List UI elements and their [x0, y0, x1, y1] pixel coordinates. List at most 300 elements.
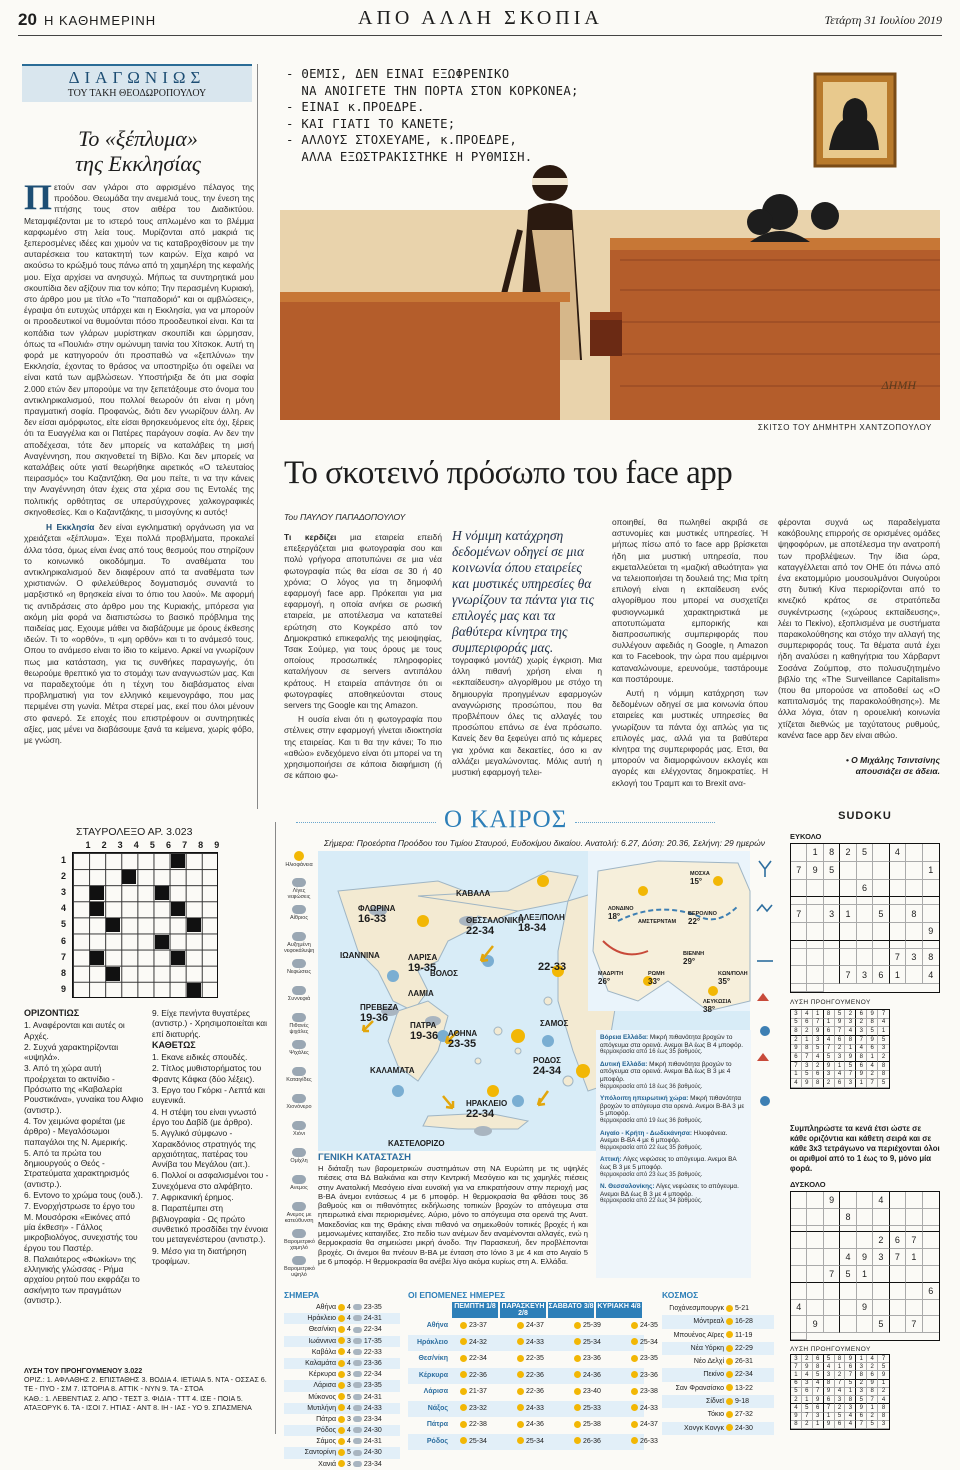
sudoku-cell[interactable]: [791, 941, 807, 949]
sudoku-cell[interactable]: [923, 1249, 939, 1266]
sudoku-cell[interactable]: [791, 844, 807, 862]
sudoku-cell[interactable]: [906, 1209, 922, 1226]
sudoku-cell: 2: [878, 1388, 889, 1396]
sudoku-rules: Συμπληρώστε τα κενά έτσι ώστε σε κάθε οριζόντια και κάθετη σειρά και σε κάθε 3x3 τετράγωνο να περιέχονται όλοι οι αριθμοί από το 1 έως το 9, μόνο μία φορά.: [790, 1124, 940, 1173]
sudoku-cell[interactable]: [857, 1232, 873, 1249]
sudoku-cell[interactable]: [923, 1266, 939, 1283]
sudoku-cell[interactable]: [857, 905, 873, 923]
sudoku-cell[interactable]: 1: [890, 966, 906, 984]
sudoku-cell[interactable]: [840, 1192, 856, 1209]
sudoku-cell[interactable]: [906, 1266, 922, 1283]
sudoku-cell[interactable]: 7: [906, 1232, 922, 1249]
sudoku-cell[interactable]: [890, 897, 906, 905]
sudoku-cell[interactable]: [890, 1226, 906, 1233]
sudoku-cell: 9: [845, 1053, 856, 1062]
sudoku-cell[interactable]: [923, 880, 939, 898]
sudoku-cell[interactable]: [923, 941, 939, 949]
sudoku-cell[interactable]: [840, 1283, 856, 1300]
clue-down: 8. Παραπέμπει στη βιβλιογραφία - Ως πρώτο συνθετικό προσδίδει την έννοια του μεταγενέστερου (αντιστρ.).: [152, 1203, 268, 1245]
today-temps: 23-35: [363, 1304, 382, 1311]
sudoku-cell[interactable]: [791, 984, 807, 992]
sudoku-cell[interactable]: 7: [791, 862, 807, 880]
weather-subtitle: Σήμερα: Προεόρτια Προόδου του Τιμίου Σταυρού, Ευδοκίμου δικαίου. Ανατολή: 6.27, Δύση: 20.36, Σελήνη: 29 ημερών: [324, 838, 765, 848]
sudoku-cell[interactable]: [840, 1300, 856, 1317]
sudoku-cell[interactable]: [840, 923, 856, 941]
europe-city-temp: 22°: [688, 917, 701, 926]
crossword-row-number: 8: [60, 967, 66, 978]
sudoku-cell[interactable]: 1: [840, 905, 856, 923]
crossword-black-square: [171, 902, 185, 916]
sudoku-cell[interactable]: [857, 897, 873, 905]
sudoku-cell: 1: [813, 1421, 824, 1429]
sudoku-cell[interactable]: [873, 949, 889, 967]
forecast-cell: [458, 1417, 505, 1434]
legend-label: Ανεμος: [290, 1185, 308, 1191]
sudoku-cell[interactable]: [791, 1283, 807, 1300]
sudoku-cell[interactable]: 7: [906, 1316, 922, 1333]
forecast-heading: ΟΙ ΕΠΟΜΕΝΕΣ ΗΜΕΡΕΣ: [408, 1290, 506, 1300]
forecast-temps: 21-37: [469, 1388, 487, 1395]
sudoku-cell[interactable]: 7: [791, 905, 807, 923]
world-temps: 11-19: [735, 1331, 753, 1339]
sudoku-cell[interactable]: [873, 1283, 889, 1300]
sudoku-cell[interactable]: 6: [923, 1283, 939, 1300]
sudoku-cell[interactable]: 1: [906, 1249, 922, 1266]
legend-item: [284, 986, 314, 1002]
sudoku-cell[interactable]: 8: [840, 1209, 856, 1226]
weather-region: [600, 1130, 747, 1153]
sudoku-cell[interactable]: [923, 1192, 939, 1209]
sudoku-cell[interactable]: 1: [807, 844, 823, 862]
sudoku-cell[interactable]: [840, 1226, 856, 1233]
sudoku-cell[interactable]: [857, 941, 873, 949]
sudoku-cell: 9: [802, 1363, 813, 1371]
crossword-title: ΣΤΑΥΡΟΛΕΞΟ ΑΡ. 3.023: [76, 826, 193, 838]
sudoku-cell[interactable]: [890, 941, 906, 949]
sudoku-cell[interactable]: 1: [923, 862, 939, 880]
sudoku-cell[interactable]: [906, 862, 922, 880]
sudoku-cell[interactable]: [857, 1226, 873, 1233]
map-city: [410, 1021, 438, 1042]
europe-city: [608, 906, 634, 921]
sudoku-cell[interactable]: [906, 1283, 922, 1300]
sudoku-cell: 2: [867, 1071, 878, 1080]
sudoku-cell[interactable]: [890, 1266, 906, 1283]
sudoku-cell[interactable]: [906, 897, 922, 905]
sudoku-cell[interactable]: [840, 880, 856, 898]
sudoku-cell[interactable]: [824, 941, 840, 949]
clue-across: 3. Από τη χώρα αυτή προέρχεται το ακτινίδιο - Πρόσωπο της «Καβαλερία Ρουστικάνα», γυναίκα του Αλφιο (αντιστρ.).: [24, 1063, 144, 1115]
sudoku-cell[interactable]: 6: [857, 880, 873, 898]
sudoku-cell[interactable]: [807, 923, 823, 941]
sudoku-cell: 1: [856, 1079, 867, 1088]
sudoku-cell[interactable]: [824, 1316, 840, 1333]
sudoku-cell[interactable]: [824, 1300, 840, 1317]
map-city: [456, 889, 490, 898]
sudoku-cell[interactable]: 6: [873, 966, 889, 984]
sudoku-cell[interactable]: [873, 1266, 889, 1283]
today-wind: 3: [347, 1460, 351, 1468]
weather-region: [600, 1061, 747, 1091]
sudoku-cell[interactable]: [873, 941, 889, 949]
sudoku-cell[interactable]: 5: [824, 862, 840, 880]
sudoku-cell[interactable]: [824, 923, 840, 941]
sudoku-cell[interactable]: [890, 862, 906, 880]
sudoku-cell[interactable]: [840, 897, 856, 905]
sudoku-cell[interactable]: 9: [923, 923, 939, 941]
sudoku-cell[interactable]: [890, 880, 906, 898]
legend-label: Λίγες νεφώσεις: [287, 888, 311, 900]
sudoku-cell[interactable]: 1: [857, 1266, 873, 1283]
europe-city: [648, 971, 665, 986]
weather-title: Ο ΚΑΙΡΟΣ: [444, 806, 568, 833]
wind-arrow-icon: [353, 1327, 362, 1333]
legend-label: Ψιχάλες: [289, 1050, 309, 1056]
today-city: Σάμος: [316, 1438, 336, 1446]
sudoku-cell[interactable]: [824, 1232, 840, 1249]
sun-icon: [338, 1382, 345, 1389]
sudoku-cell[interactable]: [923, 1209, 939, 1226]
article-lead-in: Τι κερδίζει: [284, 532, 337, 542]
sudoku-cell[interactable]: [807, 984, 823, 992]
sudoku-cell[interactable]: [906, 966, 922, 984]
map-city-name: ΚΑΒΑΛΑ: [456, 889, 491, 898]
legend-icon: [292, 1256, 306, 1265]
sudoku-cell[interactable]: 6: [890, 1232, 906, 1249]
column-title: [18, 126, 258, 176]
sudoku-cell[interactable]: 5: [873, 905, 889, 923]
sudoku-cell[interactable]: 3: [857, 966, 873, 984]
column-title-line1: Το «ξέπλυμα»: [78, 126, 198, 151]
sudoku-cell: 1: [878, 1027, 889, 1036]
europe-city-temp: 15°: [690, 877, 703, 886]
forecast-cell: [458, 1384, 505, 1401]
sudoku-cell[interactable]: [807, 1192, 823, 1209]
weather-general-heading: ΓΕΝΙΚΗ ΚΑΤΑΣΤΑΣΗ: [318, 1152, 412, 1163]
sudoku-cell[interactable]: 9: [824, 1192, 840, 1209]
sudoku-cell: 9: [867, 1010, 878, 1019]
sun-icon: [726, 1358, 733, 1365]
sudoku-easy-grid[interactable]: [790, 843, 940, 993]
today-temps: 24-31: [363, 1438, 382, 1446]
sun-icon: [631, 1338, 638, 1345]
today-temps: 23-35: [363, 1382, 382, 1390]
sudoku-cell[interactable]: 7: [840, 966, 856, 984]
sudoku-cell[interactable]: [807, 1300, 823, 1317]
sudoku-cell[interactable]: 5: [873, 1316, 889, 1333]
sudoku-cell: 3: [824, 1071, 835, 1080]
sudoku-cell[interactable]: [824, 1209, 840, 1226]
europe-city-name: ΛΟΝΔΙΝΟ: [608, 906, 634, 912]
sudoku-cell[interactable]: 8: [906, 905, 922, 923]
sudoku-cell: 8: [845, 1036, 856, 1045]
sudoku-cell: 5: [791, 1388, 802, 1396]
today-row: [284, 1347, 400, 1358]
sudoku-cell[interactable]: [873, 923, 889, 941]
sudoku-cell[interactable]: [807, 1226, 823, 1233]
sudoku-cell[interactable]: [840, 862, 856, 880]
sudoku-cell[interactable]: 2: [840, 844, 856, 862]
map-city: [388, 1139, 445, 1148]
sudoku-cell[interactable]: [791, 1192, 807, 1209]
today-city: Αθήνα: [315, 1304, 336, 1311]
sun-icon: [517, 1338, 524, 1345]
sudoku-cell[interactable]: [857, 1283, 873, 1300]
sudoku-cell: 2: [878, 1053, 889, 1062]
sudoku-cell[interactable]: [807, 905, 823, 923]
sudoku-cell[interactable]: [923, 1232, 939, 1249]
sudoku-cell[interactable]: [906, 1226, 922, 1233]
forecast-row: [408, 1384, 658, 1401]
sudoku-cell[interactable]: 2: [873, 1232, 889, 1249]
legend-item: [284, 1067, 314, 1083]
crossword-grid[interactable]: [72, 852, 218, 998]
sudoku-cell[interactable]: [840, 941, 856, 949]
clue-down: 6. Πολλοί οι ασφαλισμένοι του - Συνεχόμενα στο αλφάβητο.: [152, 1170, 269, 1191]
sudoku-cell[interactable]: [890, 1316, 906, 1333]
sudoku-cell[interactable]: [824, 1283, 840, 1300]
today-wind: 4: [347, 1438, 351, 1446]
sudoku-cell[interactable]: [857, 1316, 873, 1333]
sudoku-cell[interactable]: 9: [807, 1316, 823, 1333]
crossword-black-square: [171, 854, 185, 868]
sudoku-cell[interactable]: [791, 880, 807, 898]
article-byline: Του ΠΑΥΛΟΥ ΠΑΠΑΔΟΠΟΥΛΟΥ: [284, 512, 406, 522]
today-row: [284, 1324, 400, 1335]
map-city: [358, 904, 395, 925]
forecast-temps: 23-38: [640, 1388, 658, 1395]
sudoku-cell[interactable]: [873, 1226, 889, 1233]
sun-icon: [338, 1315, 345, 1322]
wind-arrow-icon: [353, 1438, 362, 1444]
sun-icon: [631, 1404, 638, 1411]
sudoku-cell[interactable]: [857, 862, 873, 880]
sudoku-cell: 6: [802, 1388, 813, 1396]
sudoku-cell: 4: [845, 1413, 856, 1421]
sudoku-cell[interactable]: 8: [824, 844, 840, 862]
sudoku-cell[interactable]: [906, 1192, 922, 1209]
sudoku-cell[interactable]: 7: [890, 1249, 906, 1266]
sudoku-cell[interactable]: [840, 949, 856, 967]
forecast-city: Θεσ/νίκη: [418, 1355, 448, 1362]
sudoku-panel: [790, 806, 940, 1434]
europe-city: [690, 871, 710, 886]
crossword-row-number: 3: [60, 887, 66, 898]
sudoku-cell[interactable]: [890, 1283, 906, 1300]
sudoku-cell[interactable]: 7: [824, 1266, 840, 1283]
forecast-temps: 24-33: [526, 1338, 544, 1346]
sudoku-cell[interactable]: [807, 1283, 823, 1300]
sudoku-cell: 2: [791, 1396, 802, 1404]
forecast-temps: 23-37: [469, 1322, 487, 1329]
sudoku-cell[interactable]: [791, 897, 807, 905]
map-city-name: ΚΑΣΤΕΛΟΡΙΖΟ: [388, 1139, 445, 1148]
forecast-cell: [515, 1351, 562, 1368]
sudoku-cell[interactable]: [890, 1300, 906, 1317]
sudoku-cell[interactable]: [807, 941, 823, 949]
sudoku-cell: 8: [802, 1045, 813, 1054]
legend-item: [284, 878, 314, 900]
europe-city-temp: 18°: [608, 912, 621, 921]
sudoku-cell[interactable]: [824, 966, 840, 984]
today-temps: 24-31: [363, 1315, 382, 1323]
sudoku-cell[interactable]: [807, 897, 823, 905]
sudoku-cell[interactable]: [906, 941, 922, 949]
sudoku-cell[interactable]: [857, 923, 873, 941]
sudoku-cell[interactable]: [890, 1209, 906, 1226]
world-table: [662, 1302, 774, 1435]
forecast-temps: 23-40: [583, 1388, 601, 1395]
clue-down: 3. Εργο του Γκόρκι - Λεπτά και ευγενικά.: [152, 1085, 265, 1106]
sudoku-cell[interactable]: [873, 1209, 889, 1226]
wind-arrow-icon: [353, 1450, 362, 1456]
sudoku-cell[interactable]: [923, 905, 939, 923]
sudoku-cell: 4: [802, 1371, 813, 1379]
sudoku-cell: 9: [856, 1071, 867, 1080]
today-temps: 24-31: [363, 1393, 382, 1401]
sudoku-cell[interactable]: [923, 1300, 939, 1317]
forecast-row: [408, 1368, 658, 1385]
forecast-temps: 25-34: [469, 1437, 487, 1445]
cartoon-dialogue: - ΘΕΜΙΣ, ΔΕΝ ΕΙΝΑΙ ΕΞΩΦΡΕΝΙΚΟ ΝΑ ΑΝΟΙΓΕΤΕ ΤΗΝ ΠΟΡΤΑ ΣΤΟΝ ΚΟΡΚΟΝΕΑ; - ΕΙΝΑΙ κ.ΠΡΟΕΔΡΕ. - ΚΑΙ ΓΙΑΤΙ ΤΟ ΚΑΝΕΤΕ; - ΑΛΛΟΥΣ ΣΤΟΧΕΥΑΜΕ, κ.ΠΡΟΕΔΡΕ, ΑΛΛΑ ΕΞΩΣΤΡΑΚΙΣΤΗΚΕ Η ΡΥΘΜΙΣΗ.: [286, 67, 579, 164]
sudoku-cell[interactable]: [890, 1192, 906, 1209]
sudoku-cell[interactable]: 4: [890, 844, 906, 862]
sudoku-cell[interactable]: [807, 966, 823, 984]
sudoku-cell[interactable]: [824, 880, 840, 898]
sudoku-cell[interactable]: 3: [873, 1249, 889, 1266]
sudoku-cell[interactable]: 5: [840, 1266, 856, 1283]
sudoku-cell: 8: [867, 1388, 878, 1396]
sudoku-cell[interactable]: 8: [923, 949, 939, 967]
sudoku-cell[interactable]: [791, 1209, 807, 1226]
forecast-cell: [572, 1368, 619, 1385]
world-row: [662, 1422, 774, 1435]
sudoku-cell[interactable]: [791, 1249, 807, 1266]
sudoku-cell: 4: [835, 1388, 846, 1396]
sudoku-cell[interactable]: [791, 1226, 807, 1233]
map-city-name: ΑΛΕΞ/ΠΟΛΗ: [518, 913, 565, 922]
sudoku-cell[interactable]: [807, 1232, 823, 1249]
world-city: Νέα Υόρκη: [690, 1344, 724, 1352]
sudoku-cell[interactable]: [824, 1249, 840, 1266]
forecast-city: Αθήνα: [426, 1322, 448, 1329]
sudoku-cell: 3: [845, 1404, 856, 1412]
clues-across-heading: ΟΡΙΖΟΝΤΙΩΣ: [24, 1008, 80, 1018]
forecast-temps: 24-37: [640, 1421, 658, 1428]
today-temps: 22-33: [363, 1348, 382, 1356]
sudoku-cell[interactable]: 3: [824, 905, 840, 923]
sudoku-cell: 2: [856, 1019, 867, 1028]
sudoku-cell[interactable]: 9: [857, 1249, 873, 1266]
sudoku-cell[interactable]: 9: [807, 862, 823, 880]
sudoku-cell[interactable]: [873, 880, 889, 898]
sudoku-cell[interactable]: [791, 1333, 807, 1340]
sudoku-cell[interactable]: 9: [857, 1300, 873, 1317]
sudoku-cell[interactable]: [857, 1209, 873, 1226]
sudoku-cell[interactable]: 4: [873, 1192, 889, 1209]
sudoku-cell[interactable]: [840, 1232, 856, 1249]
sudoku-cell[interactable]: [923, 1316, 939, 1333]
sun-icon: [574, 1437, 581, 1444]
sudoku-cell: 6: [802, 1019, 813, 1028]
sudoku-cell: 3: [813, 1413, 824, 1421]
sudoku-cell[interactable]: [906, 880, 922, 898]
sun-icon: [338, 1326, 345, 1333]
sudoku-cell[interactable]: 5: [857, 844, 873, 862]
wind-arrow-icon: [353, 1461, 362, 1467]
sudoku-cell[interactable]: [873, 844, 889, 862]
sudoku-cell[interactable]: [923, 844, 939, 862]
sudoku-cell[interactable]: [824, 897, 840, 905]
sudoku-cell[interactable]: [873, 897, 889, 905]
sudoku-cell[interactable]: 7: [890, 949, 906, 967]
sudoku-cell[interactable]: 3: [906, 949, 922, 967]
sudoku-cell[interactable]: [807, 1266, 823, 1283]
sudoku-cell[interactable]: [840, 1316, 856, 1333]
sudoku-cell[interactable]: [791, 1232, 807, 1249]
sudoku-cell[interactable]: 4: [840, 1249, 856, 1266]
today-city: Λάρισα: [313, 1382, 336, 1390]
legend-icon: [292, 1067, 306, 1076]
legend-item: [284, 1040, 314, 1056]
sudoku-cell[interactable]: 4: [791, 1300, 807, 1317]
sudoku-cell[interactable]: [824, 1226, 840, 1233]
sudoku-cell: 9: [824, 1388, 835, 1396]
sudoku-cell[interactable]: [824, 949, 840, 967]
sudoku-cell[interactable]: [791, 1266, 807, 1283]
sudoku-cell[interactable]: [791, 1316, 807, 1333]
europe-city-name: ΒΕΡΟΛΙΝΟ: [688, 911, 717, 917]
forecast-temps: 25-34: [583, 1338, 601, 1346]
forecast-day-headers: [452, 1302, 644, 1318]
sudoku-cell[interactable]: [923, 897, 939, 905]
sudoku-cell[interactable]: [807, 880, 823, 898]
sudoku-cell: 3: [824, 1371, 835, 1379]
legend-label: Βαρομετρικό υψηλό: [284, 1266, 315, 1278]
forecast-city: Ρόδος: [426, 1437, 448, 1445]
sudoku-hard-grid[interactable]: [790, 1191, 940, 1341]
forecast-day: ΚΥΡΙΑΚΗ 4/8: [596, 1302, 642, 1318]
sudoku-cell[interactable]: [890, 923, 906, 941]
sudoku-cell[interactable]: [873, 862, 889, 880]
sudoku-cell[interactable]: [890, 905, 906, 923]
sun-icon: [726, 1305, 733, 1312]
legend-icon: [292, 1040, 306, 1049]
sudoku-cell: 9: [824, 1421, 835, 1429]
sudoku-cell[interactable]: [906, 1300, 922, 1317]
sudoku-cell[interactable]: [791, 923, 807, 941]
sudoku-cell[interactable]: [906, 844, 922, 862]
map-city-name: ΙΩΑΝΝΙΝΑ: [340, 951, 380, 960]
sudoku-cell[interactable]: [791, 966, 807, 984]
sudoku-cell[interactable]: [807, 949, 823, 967]
sudoku-cell[interactable]: [873, 1300, 889, 1317]
sudoku-cell[interactable]: [857, 949, 873, 967]
sudoku-cell[interactable]: [791, 949, 807, 967]
sudoku-cell[interactable]: [807, 1209, 823, 1226]
sun-icon: [517, 1388, 524, 1395]
sudoku-cell: 8: [845, 1396, 856, 1404]
sudoku-cell[interactable]: [807, 1249, 823, 1266]
sudoku-cell[interactable]: 4: [923, 966, 939, 984]
clue-across: 2. Συχνά χαρακτηρίζονται «υψηλά».: [24, 1041, 119, 1063]
sudoku-cell[interactable]: [906, 923, 922, 941]
sun-icon: [574, 1404, 581, 1411]
sudoku-cell[interactable]: [857, 1192, 873, 1209]
europe-city: [638, 919, 676, 925]
sudoku-cell[interactable]: [923, 1226, 939, 1233]
clue-across: 4. Τον χειμώνα φοριέται (με άρθρο) - Μεγαλόσωμοι παπαγάλοι της Ν. Αμερικής.: [24, 1115, 128, 1147]
